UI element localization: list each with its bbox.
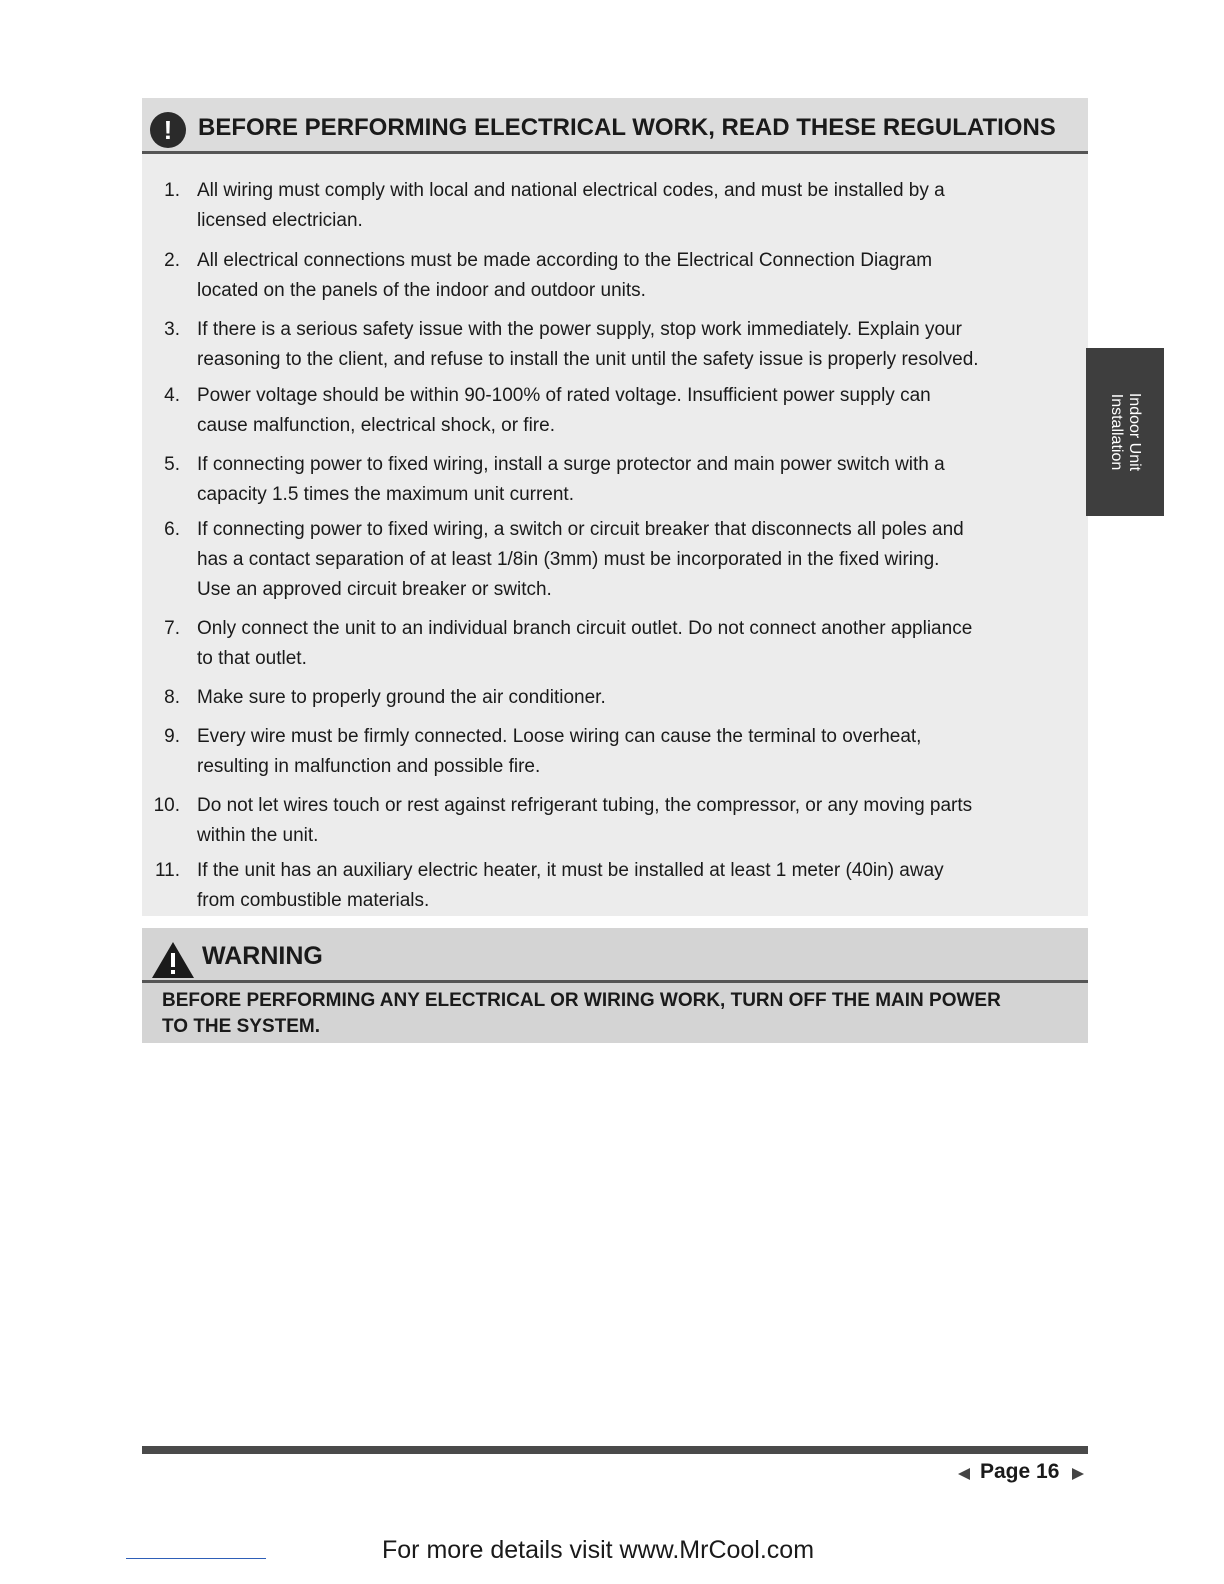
- regulation-text: If the unit has an auxiliary electric heater, it must be installed at least 1 meter (40in) away from combustible materials.: [197, 860, 944, 911]
- regulation-text: All wiring must comply with local and national electrical codes, and must be installed by a licensed electrician.: [197, 180, 945, 231]
- exclamation-circle-icon: !: [150, 112, 186, 148]
- regulation-number: 7.: [164, 618, 180, 639]
- regulation-text: Only connect the unit to an individual branch circuit outlet. Do not connect another appliance to that outlet.: [197, 618, 973, 669]
- side-tab[interactable]: [1086, 348, 1164, 516]
- footer-rule: [142, 1446, 1088, 1454]
- warning-body: [162, 988, 1082, 1040]
- previous-page-icon[interactable]: [958, 1468, 970, 1480]
- regulation-number: 1.: [164, 180, 180, 201]
- regulation-text: All electrical connections must be made according to the Electrical Connection Diagram located on the panels of the indoor and outdoor units.: [197, 250, 933, 301]
- regulation-text: Power voltage should be within 90-100% of rated voltage. Insufficient power supply can cause malfunction, electrical shock, or fire.: [197, 385, 931, 436]
- warning-triangle-icon: [150, 940, 196, 980]
- regulation-number: 11.: [154, 860, 180, 881]
- regulation-number: 3.: [164, 319, 180, 340]
- warning-header: [142, 928, 1088, 983]
- regulation-text: Make sure to properly ground the air conditioner.: [197, 687, 606, 708]
- regulation-number: 2.: [164, 250, 180, 271]
- warning-body-text: BEFORE PERFORMING ANY ELECTRICAL OR WIRING WORK, TURN OFF THE MAIN POWER TO THE SYSTEM.: [162, 990, 1001, 1037]
- next-page-icon[interactable]: [1072, 1468, 1084, 1480]
- side-tab-label: Indoor Unit Installation: [1108, 392, 1143, 472]
- regulations-list: [142, 98, 1088, 916]
- regulation-number: 5.: [164, 454, 180, 475]
- footer-note[interactable]: For more details visit www.MrCool.com: [382, 1536, 815, 1564]
- regulation-number: 4.: [164, 385, 180, 406]
- page-nav: [950, 1460, 1088, 1488]
- regulation-number: 6.: [164, 519, 180, 540]
- regulation-number: 9.: [164, 726, 180, 747]
- regulation-number: 8.: [164, 687, 180, 708]
- regulation-text: Do not let wires touch or rest against refrigerant tubing, the compressor, or any moving parts within the unit.: [197, 795, 973, 846]
- regulation-text: If connecting power to fixed wiring, a switch or circuit breaker that disconnects all poles and has a contact separation of at least 1/8in (3mm) must be incorporated in the fixed wiring. Use an approved circuit breaker or switch.: [197, 519, 964, 600]
- page-number: Page 16: [980, 1460, 1060, 1483]
- warning-box: [142, 928, 1088, 1043]
- regulation-text: If there is a serious safety issue with the power supply, stop work immediately. Explain your reasoning to the client, and refuse to install the unit until the safety issue is properly resolved.: [197, 319, 979, 370]
- regulation-text: If connecting power to fixed wiring, install a surge protector and main power switch with a capacity 1.5 times the maximum unit current.: [197, 454, 945, 505]
- warning-title: WARNING: [202, 942, 323, 970]
- link-underline[interactable]: [126, 1558, 266, 1559]
- regulation-text: Every wire must be firmly connected. Loose wiring can cause the terminal to overheat, resulting in malfunction and possible fire.: [197, 726, 922, 777]
- section-title: BEFORE PERFORMING ELECTRICAL WORK, READ THESE REGULATIONS: [198, 114, 1056, 141]
- regulation-number: 10.: [153, 795, 180, 816]
- regulations-section: [142, 98, 1088, 916]
